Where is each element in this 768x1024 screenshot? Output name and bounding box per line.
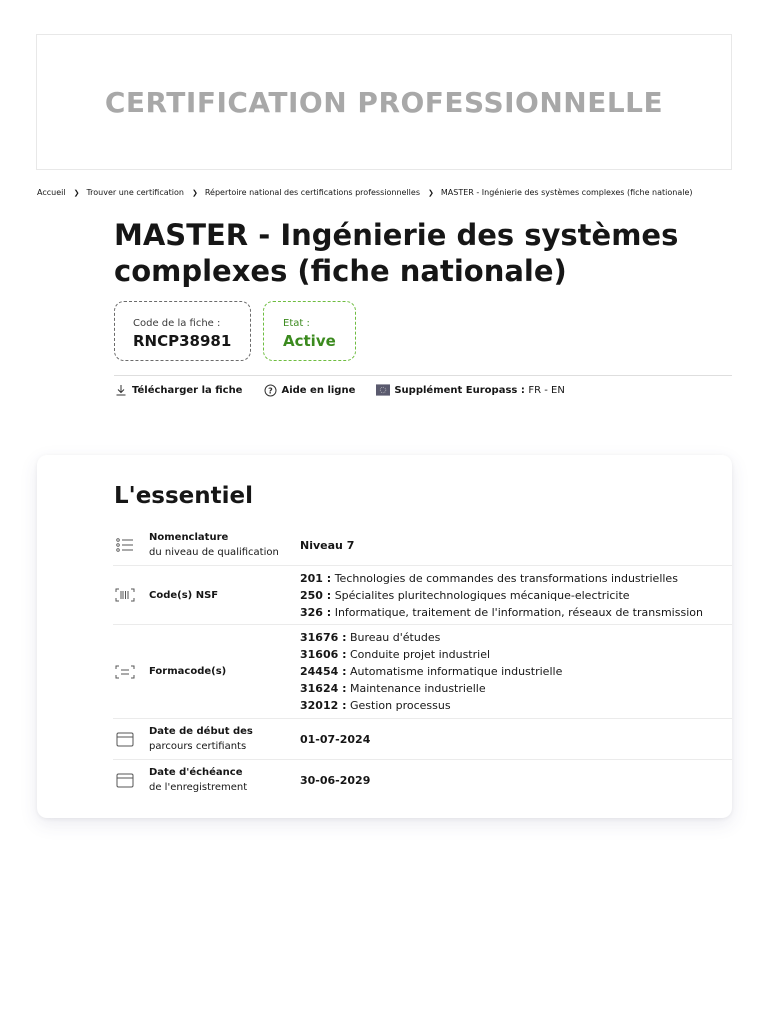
breadcrumb-rncp[interactable]: Répertoire national des certifications professionnelles	[204, 188, 420, 197]
code-fiche-value: RNCP38981	[133, 332, 232, 350]
date-end-label-line1: Date d'échéance	[149, 767, 243, 778]
svg-text:?: ?	[268, 385, 273, 395]
breadcrumb-home[interactable]: Accueil	[37, 188, 66, 197]
list-item: 250 : Spécialites pluritechnologiques mécanique-electricite	[300, 588, 630, 602]
code-fiche-tag	[114, 301, 251, 361]
date-end-value: 30-06-2029	[300, 773, 371, 787]
calendar-icon	[113, 731, 137, 747]
code-fiche-label: Code de la fiche :	[133, 318, 221, 329]
date-start-label-line1: Date de début des	[149, 726, 253, 737]
nsf-list	[300, 570, 703, 621]
list-icon	[113, 537, 137, 553]
date-start-label	[149, 724, 300, 754]
nomenclature-label-line2: du niveau de qualification	[149, 547, 279, 558]
date-end-label	[149, 765, 300, 795]
row-formacode	[113, 625, 732, 719]
row-nsf	[113, 566, 732, 625]
download-label: Télécharger la fiche	[132, 384, 243, 396]
list-item: 326 : Informatique, traitement de l'information, réseaux de transmission	[300, 605, 703, 619]
header-banner	[36, 34, 732, 170]
list-item: 24454 : Automatisme informatique industrielle	[300, 665, 563, 678]
nsf-label: Code(s) NSF	[149, 589, 219, 601]
list-item: 32012 : Gestion processus	[300, 699, 451, 712]
barcode-icon	[113, 588, 137, 602]
chevron-right-icon: ❯	[427, 188, 434, 197]
nomenclature-label-line1: Nomenclature	[149, 532, 229, 543]
list-item: 201 : Technologies de commandes des transformations industrielles	[300, 571, 678, 585]
question-circle-icon	[263, 383, 277, 397]
page-title: MASTER - Ingénierie des systèmes complexes (fiche nationale)	[114, 218, 679, 288]
calendar-icon	[113, 772, 137, 788]
date-start-label-line2: parcours certifiants	[149, 741, 247, 752]
actions-bar	[114, 383, 586, 397]
divider	[114, 375, 732, 376]
europass-label: Supplément Europass :	[394, 384, 525, 396]
formacode-label: Formacode(s)	[149, 666, 227, 677]
breadcrumb-find-certification[interactable]: Trouver une certification	[86, 188, 184, 197]
state-tag	[263, 301, 356, 361]
list-item: 31676 : Bureau d'études	[300, 631, 441, 644]
help-button[interactable]	[263, 383, 355, 397]
state-label: Etat :	[283, 318, 310, 329]
breadcrumb	[37, 188, 762, 197]
nomenclature-value: Niveau 7	[300, 538, 355, 552]
download-icon	[114, 383, 128, 397]
header-title: CERTIFICATION PROFESSIONNELLE	[104, 85, 664, 119]
row-nomenclature	[113, 525, 732, 566]
state-value: Active	[283, 332, 336, 350]
nomenclature-label	[149, 530, 300, 560]
date-end-label-line2: de l'enregistrement	[149, 782, 248, 793]
europass-link[interactable]	[376, 383, 564, 397]
download-button[interactable]	[114, 383, 242, 397]
list-item: 31624 : Maintenance industrielle	[300, 682, 486, 695]
date-start-value: 01-07-2024	[300, 732, 371, 746]
breadcrumb-current: MASTER - Ingénierie des systèmes complexes (fiche nationale)	[440, 188, 693, 197]
chevron-right-icon: ❯	[73, 188, 80, 197]
chevron-right-icon: ❯	[191, 188, 198, 197]
row-date-start	[113, 719, 732, 760]
essentiel-title: L'essentiel	[114, 483, 254, 509]
formacode-list	[300, 629, 562, 714]
list-item: 31606 : Conduite projet industriel	[300, 648, 491, 661]
help-label: Aide en ligne	[281, 384, 356, 396]
row-date-end	[113, 760, 732, 800]
essentiel-card	[37, 455, 732, 818]
document-list-icon	[113, 665, 137, 679]
europass-langs: FR - EN	[528, 384, 565, 396]
europass-flag-icon	[376, 383, 390, 397]
